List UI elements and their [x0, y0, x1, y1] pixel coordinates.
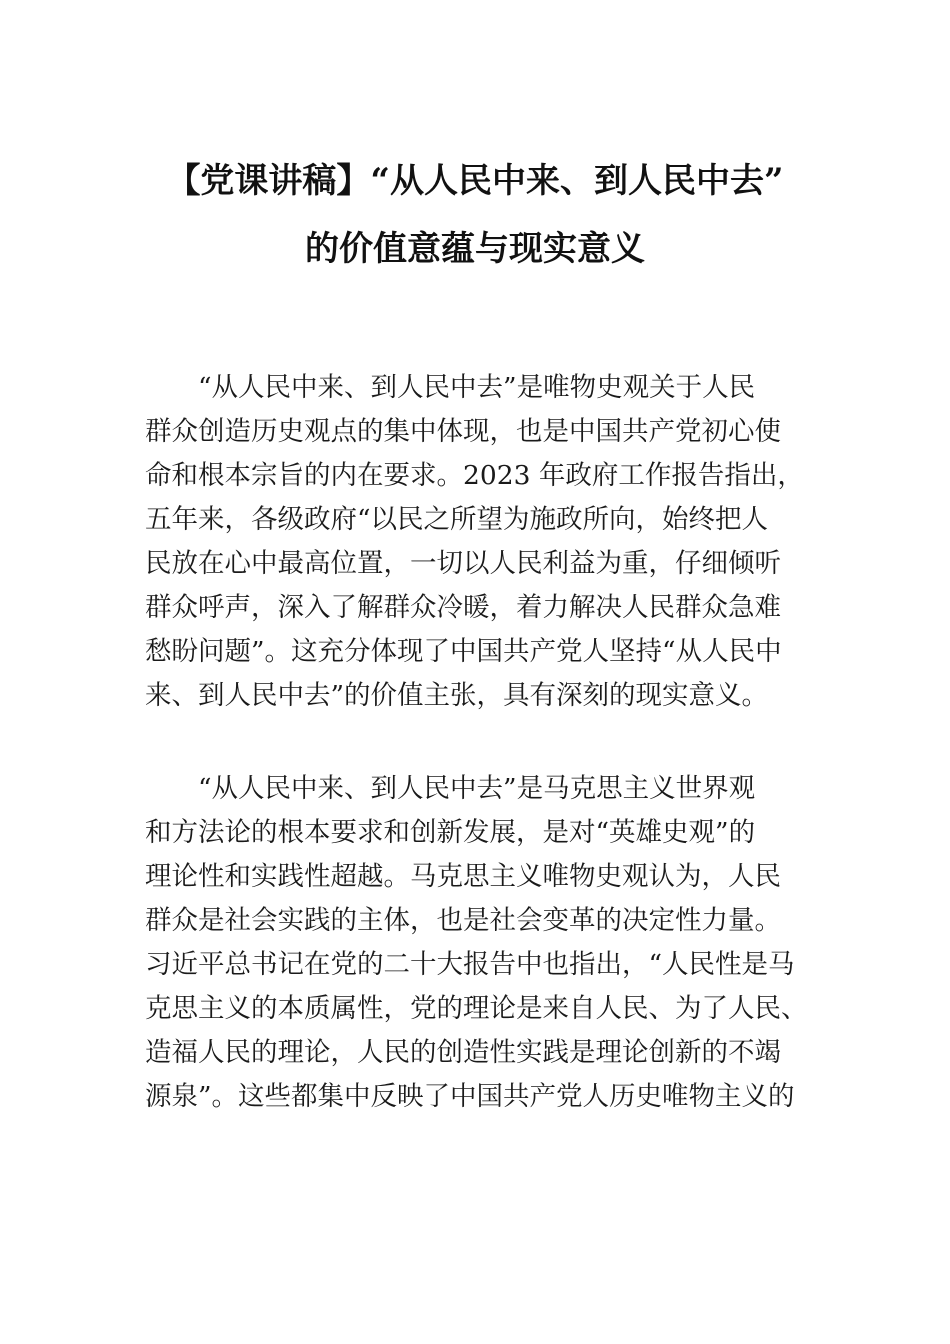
paragraph-2-line: 理论性和实践性超越。马克思主义唯物史观认为，人民 [145, 861, 781, 892]
paragraph-2-line: 造福人民的理论，人民的创造性实践是理论创新的不竭 [145, 1037, 781, 1068]
document-title-line-1: 【党课讲稿】“从人民中来、到人民中去” [166, 161, 784, 201]
paragraph-1-line: 命和根本宗旨的内在要求。2023 年政府工作报告指出， [145, 460, 804, 491]
paragraph-1-line: 群众创造历史观点的集中体现，也是中国共产党初心使 [145, 416, 781, 447]
paragraph-1-line: “从人民中来、到人民中去”是唯物史观关于人民 [198, 372, 756, 403]
paragraph-2-line: “从人民中来、到人民中去”是马克思主义世界观 [198, 773, 756, 804]
paragraph-1-line: 来、到人民中去”的价值主张，具有深刻的现实意义。 [145, 680, 769, 711]
paragraph-2-line: 群众是社会实践的主体，也是社会变革的决定性力量。 [145, 905, 781, 936]
paragraph-2-line: 克思主义的本质属性，党的理论是来自人民、为了人民、 [145, 993, 808, 1024]
paragraph-2-line: 和方法论的根本要求和创新发展，是对“英雄史观”的 [145, 817, 756, 848]
paragraph-2-line: 习近平总书记在党的二十大报告中也指出，“人民性是马 [145, 949, 795, 980]
paragraph-1-line: 五年来，各级政府“以民之所望为施政所向，始终把人 [145, 504, 769, 535]
paragraph-1-line: 群众呼声，深入了解群众冷暖，着力解决人民群众急难 [145, 592, 781, 623]
paragraph-2-line: 源泉”。这些都集中反映了中国共产党人历史唯物主义的 [145, 1081, 795, 1112]
paragraph-1-line: 民放在心中最高位置，一切以人民利益为重，仔细倾听 [145, 548, 781, 579]
paragraph-1-line: 愁盼问题”。这充分体现了中国共产党人坚持“从人民中 [145, 636, 782, 667]
document-title-line-2: 的价值意蕴与现实意义 [305, 229, 645, 269]
